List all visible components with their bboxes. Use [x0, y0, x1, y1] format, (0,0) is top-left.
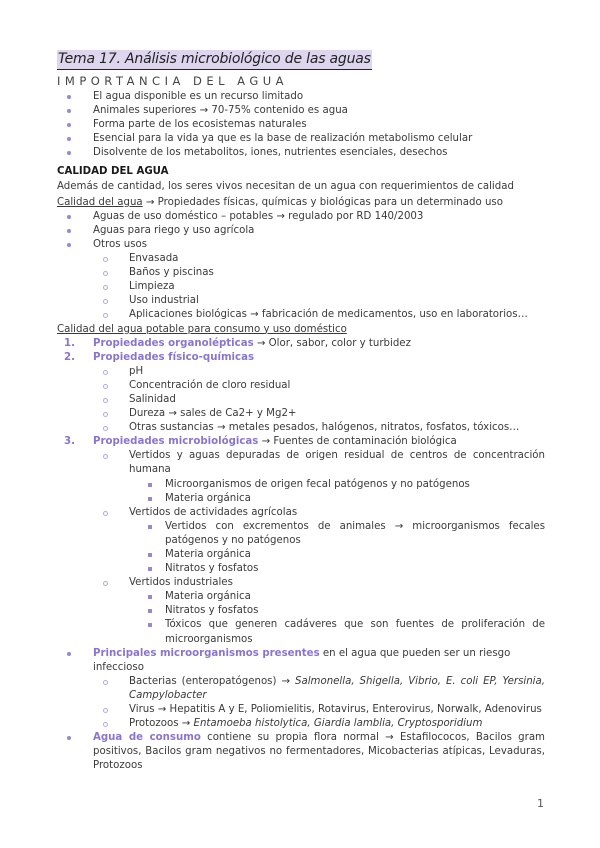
calidad-definition	[57, 196, 545, 210]
list-item: Microorganismos de origen fecal patógenos y no patógenos	[57, 478, 545, 492]
list-item	[57, 717, 545, 731]
prop-text: → Olor, sabor, color y turbidez	[253, 337, 411, 349]
section-heading-calidad: CALIDAD DEL AGUA	[57, 166, 169, 178]
list-item: Tóxicos que generen cadáveres que son fuentes de proliferación de microorganismos	[57, 618, 545, 646]
list-item: Vertidos industriales	[57, 576, 545, 590]
list-item: Forma parte de los ecosistemas naturales	[57, 118, 545, 132]
calidad-label: Calidad del agua	[57, 196, 143, 208]
list-item: Concentración de cloro residual	[57, 379, 545, 393]
otros-usos-list	[57, 252, 545, 322]
propiedades-list-cont	[57, 435, 545, 449]
prop-microbiologicas	[57, 435, 545, 449]
list-item: Materia orgánica	[57, 548, 545, 562]
item-number: 2.	[64, 351, 75, 363]
bacterias-list: Salmonella, Shigella, Vibrio, E. coli EP, Yersinia, Campylobacter	[129, 675, 545, 701]
g3-sublist	[57, 590, 545, 646]
list-item: Uso industrial	[57, 294, 545, 308]
list-item: Nitratos y fosfatos	[57, 604, 545, 618]
prop-organolepticas	[57, 337, 545, 351]
list-item	[57, 675, 545, 703]
list-item	[57, 731, 545, 773]
list-item: Disolvente de los metabolitos, iones, nutrientes esenciales, desechos	[57, 146, 545, 160]
microbiologicas-list-2	[57, 506, 545, 520]
protozoos-list: Entamoeba histolytica, Giardia lamblia, Cryptosporidium	[193, 718, 483, 730]
microbiologicas-list-3	[57, 576, 545, 590]
list-item: Esencial para la vida ya que es la base de realización metabolismo celular	[57, 132, 545, 146]
list-item: Otros usos	[57, 238, 545, 252]
list-item: Limpieza	[57, 280, 545, 294]
prop-label: Propiedades físico-químicas	[93, 351, 255, 363]
usos-list	[57, 210, 545, 252]
item-number: 3.	[64, 436, 75, 448]
potable-heading: Calidad del agua potable para consumo y uso doméstico	[57, 323, 347, 335]
list-item: Aguas de uso doméstico – potables → regulado por RD 140/2003	[57, 210, 545, 224]
list-item: El agua disponible es un recurso limitado	[57, 90, 545, 104]
prop-text: → Fuentes de contaminación biológica	[258, 436, 457, 448]
g2-sublist	[57, 520, 545, 576]
calidad-text: → Propiedades físicas, químicas y biológicas para un determinado uso	[142, 196, 503, 208]
list-item: Animales superiores → 70-75% contenido es agua	[57, 104, 545, 118]
g1-sublist	[57, 478, 545, 506]
calidad-intro: Además de cantidad, los seres vivos necesitan de un agua con requerimientos de calidad	[57, 180, 514, 192]
micro-label: Principales microorganismos presentes	[93, 647, 320, 659]
list-item: Virus → Hepatitis A y E, Poliomielitis, Rotavirus, Enterovirus, Norwalk, Adenovirus	[57, 703, 545, 717]
list-item: Envasada	[57, 252, 545, 266]
list-item: Otras sustancias → metales pesados, halógenos, nitratos, fosfatos, tóxicos…	[57, 421, 545, 435]
consumo-label: Agua de consumo	[93, 732, 201, 744]
microorganismos-list	[57, 647, 545, 675]
list-item: Vertidos con excrementos de animales → microorganismos fecales patógenos y no patógenos	[57, 520, 545, 548]
list-item: Vertidos de actividades agrícolas	[57, 506, 545, 520]
prop-label: Propiedades organolépticas	[93, 337, 254, 349]
list-item: Aguas para riego y uso agrícola	[57, 224, 545, 238]
page-number: 1	[537, 797, 544, 810]
list-item: Dureza → sales de Ca2+ y Mg2+	[57, 407, 545, 421]
protozoos-label: Protozoos →	[129, 718, 194, 730]
list-item: Vertidos y aguas depuradas de origen residual de centros de concentración humana	[57, 449, 545, 477]
propiedades-list	[57, 337, 545, 365]
list-item: Aplicaciones biológicas → fabricación de medicamentos, uso en laboratorios…	[57, 308, 545, 322]
list-item: Nitratos y fosfatos	[57, 562, 545, 576]
list-item: Materia orgánica	[57, 590, 545, 604]
list-item: pH	[57, 365, 545, 379]
item-number: 1.	[64, 337, 75, 349]
microbiologicas-list	[57, 449, 545, 477]
list-item	[57, 647, 545, 675]
list-item: Salinidad	[57, 393, 545, 407]
document-page	[57, 50, 545, 774]
prop-fisico-quimicas	[57, 351, 545, 365]
fisico-quimicas-list	[57, 365, 545, 435]
list-item: Baños y piscinas	[57, 266, 545, 280]
micro-text: en el agua que pueden ser un riesgo infeccioso	[93, 647, 511, 673]
consumo-list	[57, 731, 545, 773]
prop-label: Propiedades microbiológicas	[93, 436, 259, 448]
page-title: Tema 17. Análisis microbiológico de las aguas	[57, 50, 372, 70]
section-heading-importancia: IMPORTANCIA DEL AGUA	[57, 74, 289, 88]
importancia-list	[57, 90, 545, 160]
microorganismos-sublist	[57, 675, 545, 731]
consumo-text: contiene su propia flora normal → Estafilococos, Bacilos gram positivos, Bacilos gram negativos no fermentadores, Micobacterias atípicas, Levaduras, Protozoos	[93, 732, 545, 772]
list-item: Materia orgánica	[57, 492, 545, 506]
bacterias-label: Bacterias (enteropatógenos) →	[129, 675, 295, 687]
